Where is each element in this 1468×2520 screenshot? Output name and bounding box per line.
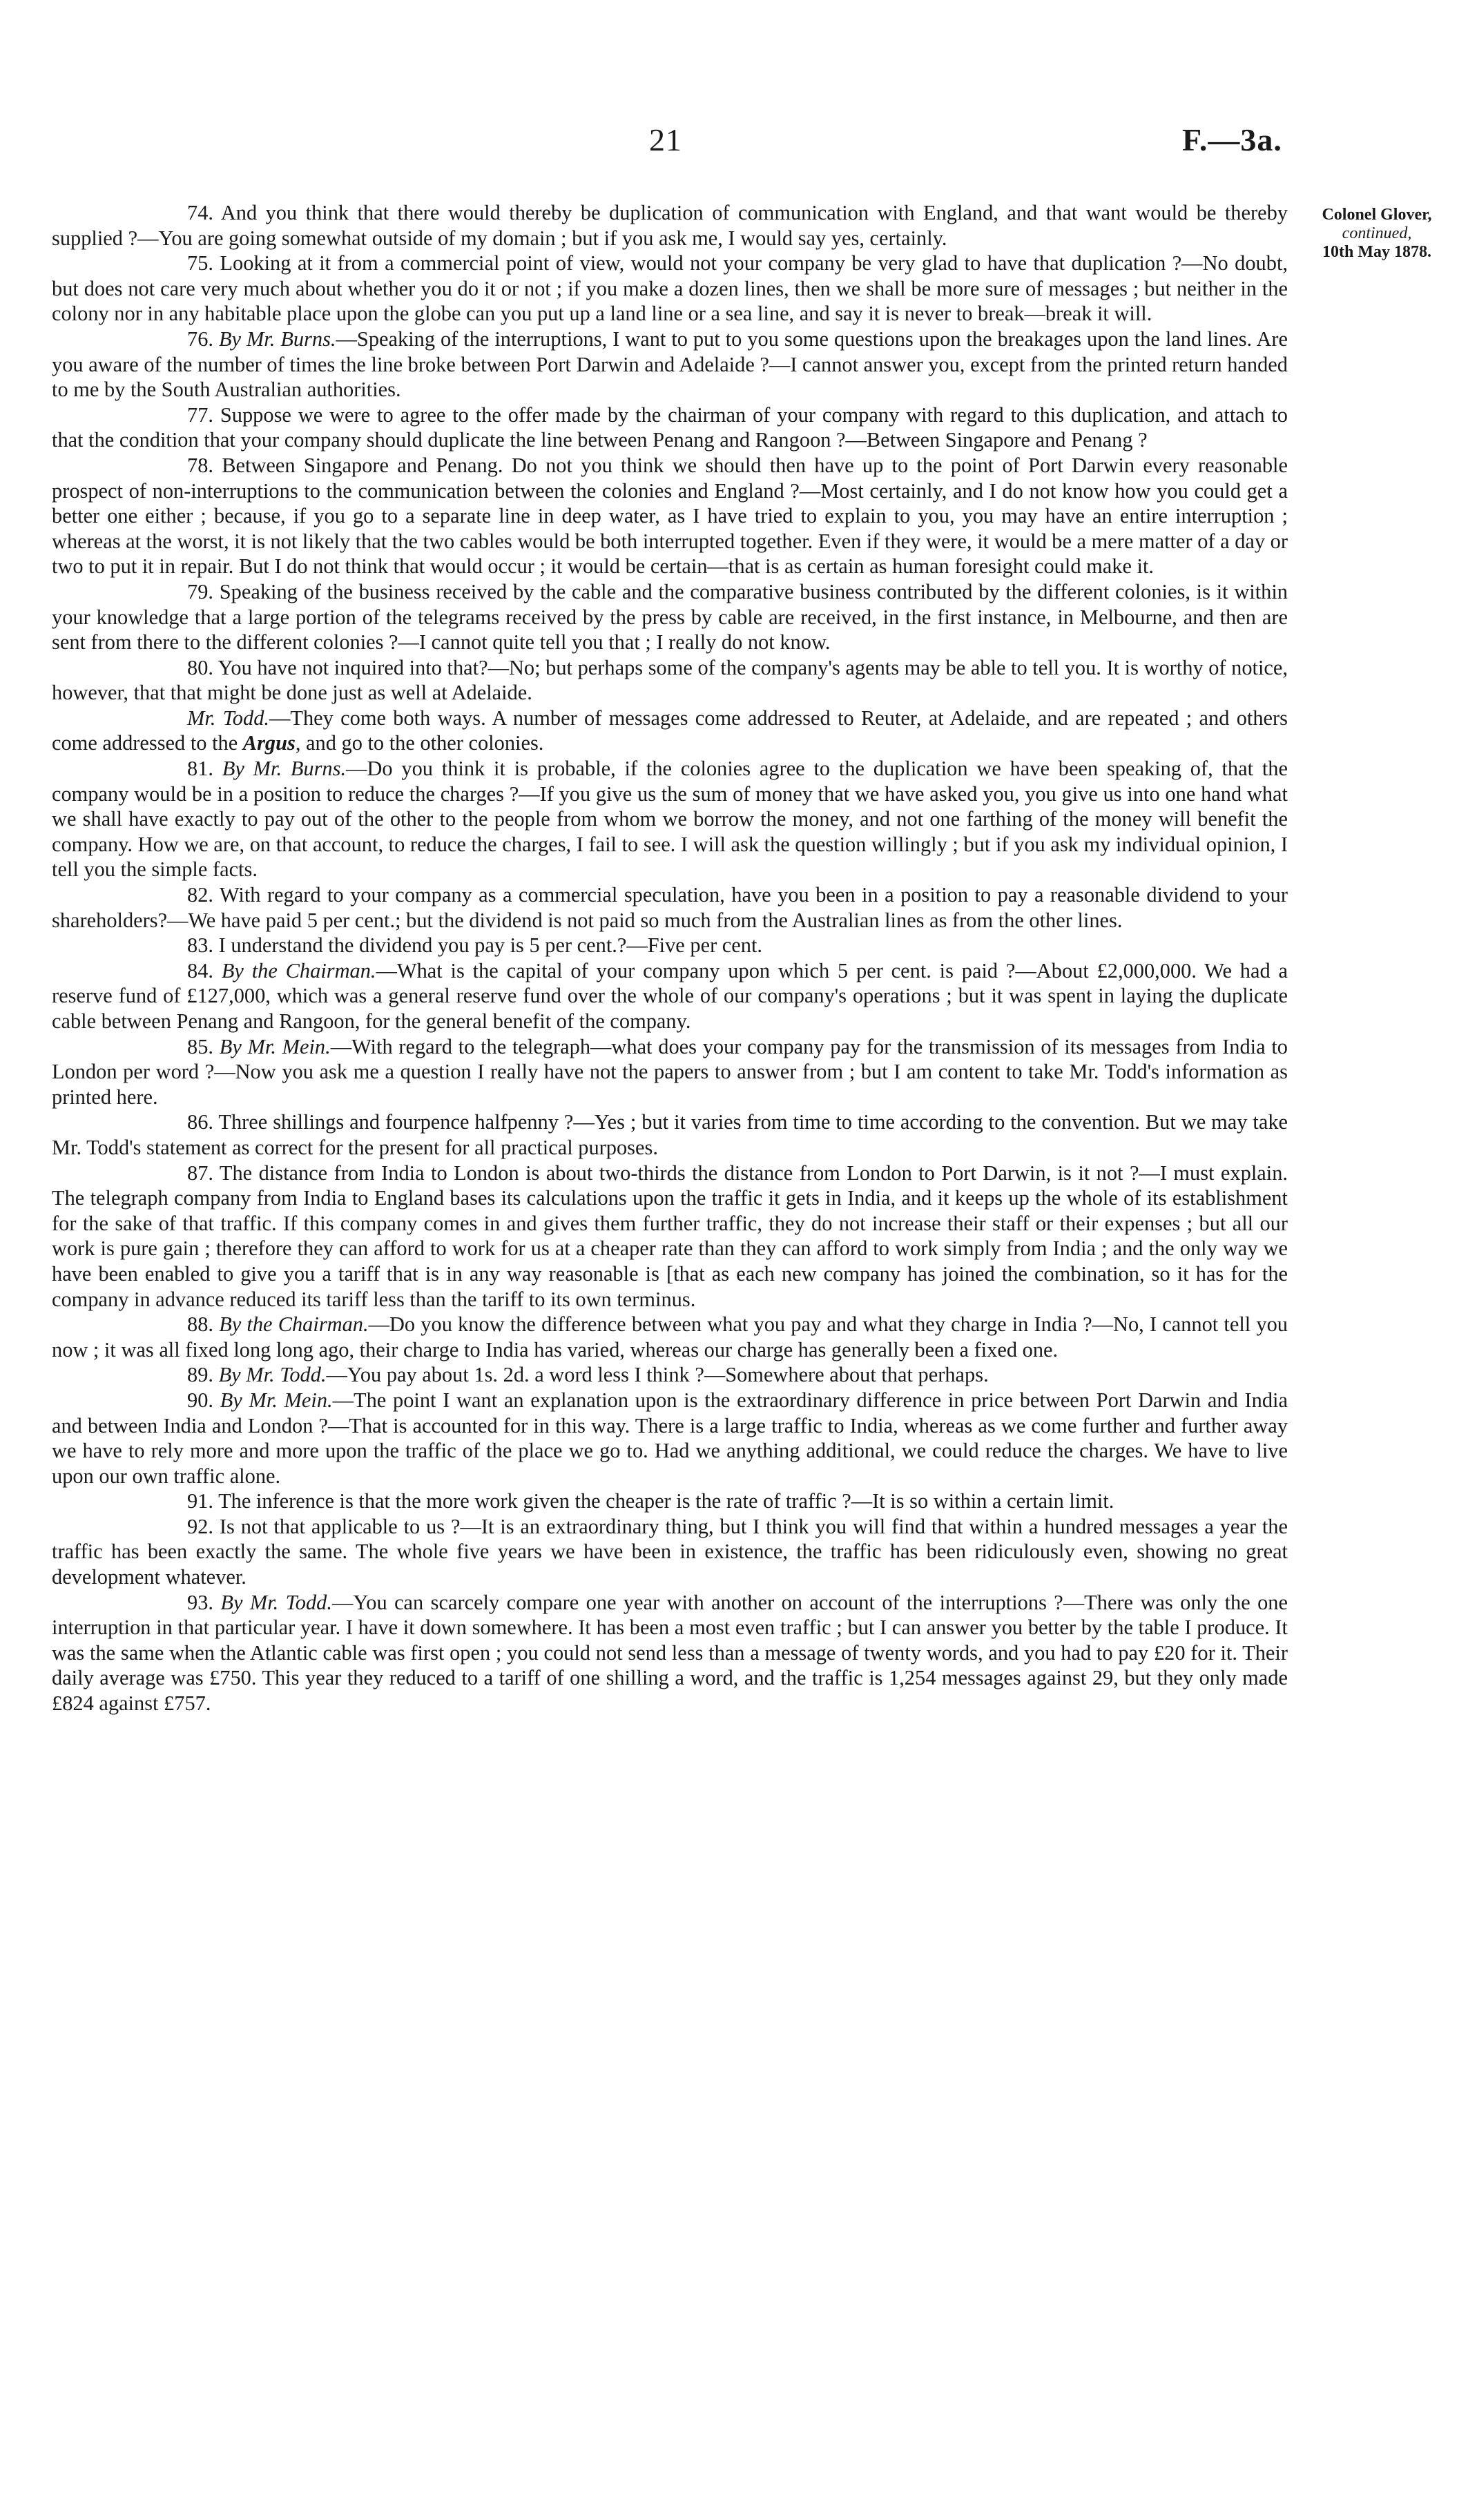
question-number: 75. bbox=[187, 251, 213, 275]
testimony-paragraph bbox=[52, 1514, 1288, 1590]
testimony-body bbox=[52, 200, 1288, 1716]
paragraph-text: The distance from India to London is about two-thirds the distance from London to Port Darwin, is it not ?—I must explain. The telegraph company from India to England bases its calculations upon the traffic it gets in India, and it keeps up the whole of its establishment for the sake of that traffic. If this company comes in and gives them further traffic, they do not increase their staff or their expenses ; but all our work is pure gain ; therefore they can afford to work for us at a cheaper rate than they can afford to work simply from India ; and the only way we have been enabled to give you a tariff that is in any way reasonable is [that as each new company has joined the combination, so it has for the company in advance reduced its tariff less than the tariff to its own terminus. bbox=[52, 1161, 1288, 1311]
paragraph-text: —With regard to the telegraph—what does your company pay for the transmission of its messages from India to London per word ?—Now you ask me a question I really have not the papers to answer from ; but I am content to take Mr. Todd's information as printed here. bbox=[52, 1034, 1288, 1109]
paragraph-text: —You can scarcely compare one year with another on account of the interruptions ?—There was only the one interruption in that particular year. I have it down somewhere. It has been a most even traffic ; but I can answer you better by the table I produce. It was the same when the Atlantic cable was first open ; you could not send less than a message of twenty words, and you had to pay £20 for it. Their daily average was £750. This year they reduced to a tariff of one shilling a word, and the traffic is 1,254 messages against 29, but they only made £824 against £757. bbox=[52, 1590, 1288, 1716]
question-number: 78. bbox=[187, 453, 213, 477]
paragraph-text: —Do you think it is probable, if the colonies agree to the duplication we have been speaking of, that the company would be in a position to reduce the charges ?—If you give us the sum of money that we have asked you, you give us into one hand what we shall have exactly to pay out of the other to the people from whom we borrow the money, and not one farthing of the money will benefit the company. How we are, on that account, to reduce the charges, I fail to see. I will ask the question willingly ; but if you ask my individual opinion, I tell you the simple facts. bbox=[52, 757, 1288, 882]
paragraph-text: —The point I want an explanation upon is the extraordinary difference in price between Port Darwin and India and between India and London ?—That is accounted for in this way. There is a large traffic to India, whereas as we come further and further away we have to rely more and more upon the traffic of the place we go to. Had we anything additional, we could reduce the charges. We have to live upon our own traffic alone. bbox=[52, 1388, 1288, 1488]
speaker-label: By Mr. Burns. bbox=[222, 757, 347, 781]
testimony-paragraph bbox=[52, 579, 1288, 655]
question-number: 79. bbox=[187, 579, 213, 603]
paragraph-text: —You pay about 1s. 2d. a word less I think ?—Somewhere about that perhaps. bbox=[326, 1363, 989, 1387]
question-number: 77. bbox=[187, 403, 213, 427]
margin-note-continued: continued, bbox=[1342, 224, 1412, 242]
question-number: 76. bbox=[187, 327, 213, 351]
testimony-paragraph bbox=[52, 958, 1288, 1034]
question-number: 74. bbox=[187, 201, 213, 224]
newspaper-title: Argus bbox=[242, 731, 296, 755]
question-number: 80. bbox=[187, 655, 213, 679]
paragraph-text: —They come both ways. A number of messages come addressed to Reuter, at Adelaide, and are repeated ; and others come addressed to the Argus, and go to the other colonies. bbox=[52, 706, 1288, 755]
testimony-paragraph bbox=[52, 1034, 1288, 1110]
question-number: 85. bbox=[187, 1034, 213, 1058]
paragraph-text: With regard to your company as a commercial speculation, have you been in a position to pay a reasonable dividend to your shareholders?—We have paid 5 per cent.; but the dividend is not paid so much from the Australian lines as from the other lines. bbox=[52, 883, 1288, 932]
speaker-label: By Mr. Mein. bbox=[220, 1388, 333, 1412]
question-number: 93. bbox=[187, 1590, 213, 1614]
paragraph-text: —What is the capital of your company upon which 5 per cent. is paid ?—About £2,000,000. We had a reserve fund of £127,000, which was a general reserve fund over the whole of our company's operations ; but it was spent in laying the duplicate cable between Penang and Rangoon, for the general benefit of the company. bbox=[52, 958, 1288, 1033]
speaker-label: By Mr. Mein. bbox=[219, 1034, 331, 1058]
paragraph-text: Is not that applicable to us ?—It is an extraordinary thing, but I think you will find that within a hundred messages a year the traffic has been exactly the same. The whole five years we have been in existence, the traffic has been ridiculously even, showing no great development whatever. bbox=[52, 1514, 1288, 1589]
question-number: 86. bbox=[187, 1110, 213, 1134]
testimony-paragraph bbox=[52, 453, 1288, 579]
question-number: 89. bbox=[187, 1363, 213, 1387]
speaker-label: By the Chairman. bbox=[219, 1312, 369, 1337]
testimony-paragraph bbox=[52, 1109, 1288, 1160]
testimony-paragraph bbox=[52, 933, 1288, 958]
testimony-paragraph bbox=[52, 1388, 1288, 1489]
paragraph-text: The inference is that the more work given the cheaper is the rate of traffic ?—It is so within a certain limit. bbox=[218, 1489, 1114, 1513]
testimony-paragraph bbox=[52, 1362, 1288, 1388]
question-number: 81. bbox=[187, 757, 213, 781]
speaker-label: By Mr. Todd. bbox=[218, 1363, 327, 1387]
paragraph-text: —Speaking of the interruptions, I want to put to you some questions upon the breakages upon the land lines. Are you aware of the number of times the line broke between Port Darwin and Adelaide ?—I cannot answer you, except from the printed return handed to me by the South Australian authorities. bbox=[52, 327, 1288, 402]
testimony-paragraph bbox=[52, 1161, 1288, 1312]
question-number: 90. bbox=[187, 1388, 213, 1412]
testimony-paragraph bbox=[52, 882, 1288, 933]
paragraph-text: Three shillings and fourpence halfpenny ?—Yes ; but it varies from time to time according to the convention. But we may take Mr. Todd's statement as correct for the present for all practical purposes. bbox=[52, 1110, 1288, 1159]
paragraph-text: Speaking of the business received by the cable and the comparative business contributed by the different colonies, is it within your knowledge that a large portion of the telegrams received by the press by cable are received, in the first instance, in Melbourne, and then are sent from there to the different colonies ?—I cannot quite tell you that ; I really do not know. bbox=[52, 579, 1288, 655]
question-number: 91. bbox=[187, 1489, 213, 1513]
paper-reference: F.—3a. bbox=[1182, 122, 1282, 157]
testimony-paragraph bbox=[52, 1590, 1288, 1716]
testimony-paragraph bbox=[52, 327, 1288, 403]
paragraph-text: Looking at it from a commercial point of view, would not your company be very glad to have that duplication ?—No doubt, but does not care very much about whether you do it or not ; if you make a dozen lines, then we shall be more sure of messages ; but neither in the colony nor in any habitable place upon the globe can you put up a land line or a sea line, and say it is never to break—break it will. bbox=[52, 251, 1288, 326]
page-number: 21 bbox=[649, 122, 682, 157]
paragraph-text: You have not inquired into that?—No; but perhaps some of the company's agents may be able to tell you. It is worthy of notice, however, that that might be done just as well at Adelaide. bbox=[52, 655, 1288, 705]
paragraph-text: I understand the dividend you pay is 5 per cent.?—Five per cent. bbox=[218, 933, 763, 958]
testimony-paragraph bbox=[52, 200, 1288, 251]
margin-note-witness: Colonel Glover, bbox=[1322, 206, 1432, 224]
question-number: 84. bbox=[187, 958, 213, 982]
question-number: 82. bbox=[187, 883, 213, 907]
speaker-label: By the Chairman. bbox=[221, 958, 376, 982]
testimony-paragraph bbox=[52, 251, 1288, 327]
question-number: 83. bbox=[187, 933, 213, 958]
testimony-paragraph bbox=[52, 403, 1288, 453]
question-number: 92. bbox=[187, 1514, 213, 1538]
margin-note bbox=[1297, 206, 1457, 262]
margin-note-date: 10th May 1878. bbox=[1322, 243, 1431, 261]
testimony-paragraph bbox=[52, 1312, 1288, 1362]
speaker-label: Mr. Todd. bbox=[187, 706, 269, 730]
question-number: 87. bbox=[187, 1161, 213, 1185]
testimony-paragraph bbox=[52, 655, 1288, 706]
paragraph-text: Between Singapore and Penang. Do not you think we should then have up to the point of Port Darwin every reasonable prospect of non-interruptions to the communication between the colonies and England ?—Most certainly, and I do not know how you could get a better one either ; because, if you go to a separate line in deep water, as I have tried to explain to you, you may have an entire interruption ; whereas at the worst, it is not likely that the two cables would be both interrupted together. Even if they were, it would be a mere matter of a day or two to put it in repair. But I do not think that would occur ; it would be certain—that is as certain as human foresight could make it. bbox=[52, 453, 1288, 579]
paragraph-text: Suppose we were to agree to the offer made by the chairman of your company with regard to this duplication, and attach to that the condition that your company should duplicate the line between Penang and Rangoon ?—Between Singapore and Penang ? bbox=[52, 403, 1288, 452]
speaker-label: By Mr. Burns. bbox=[218, 327, 336, 351]
paragraph-text: —Do you know the difference between what you pay and what they charge in India ?—No, I cannot tell you now ; it was all fixed long long ago, their charge to India has varied, whereas our charge has generally been a fixed one. bbox=[52, 1312, 1288, 1361]
testimony-paragraph bbox=[52, 706, 1288, 756]
speaker-label: By Mr. Todd. bbox=[220, 1590, 332, 1614]
testimony-paragraph bbox=[52, 756, 1288, 882]
question-number: 88. bbox=[187, 1312, 213, 1337]
paragraph-text: And you think that there would thereby be duplication of communication with England, and that want would be thereby supplied ?—You are going somewhat outside of my domain ; but if you ask me, I would say yes, certainly. bbox=[52, 201, 1288, 250]
testimony-paragraph bbox=[52, 1489, 1288, 1514]
